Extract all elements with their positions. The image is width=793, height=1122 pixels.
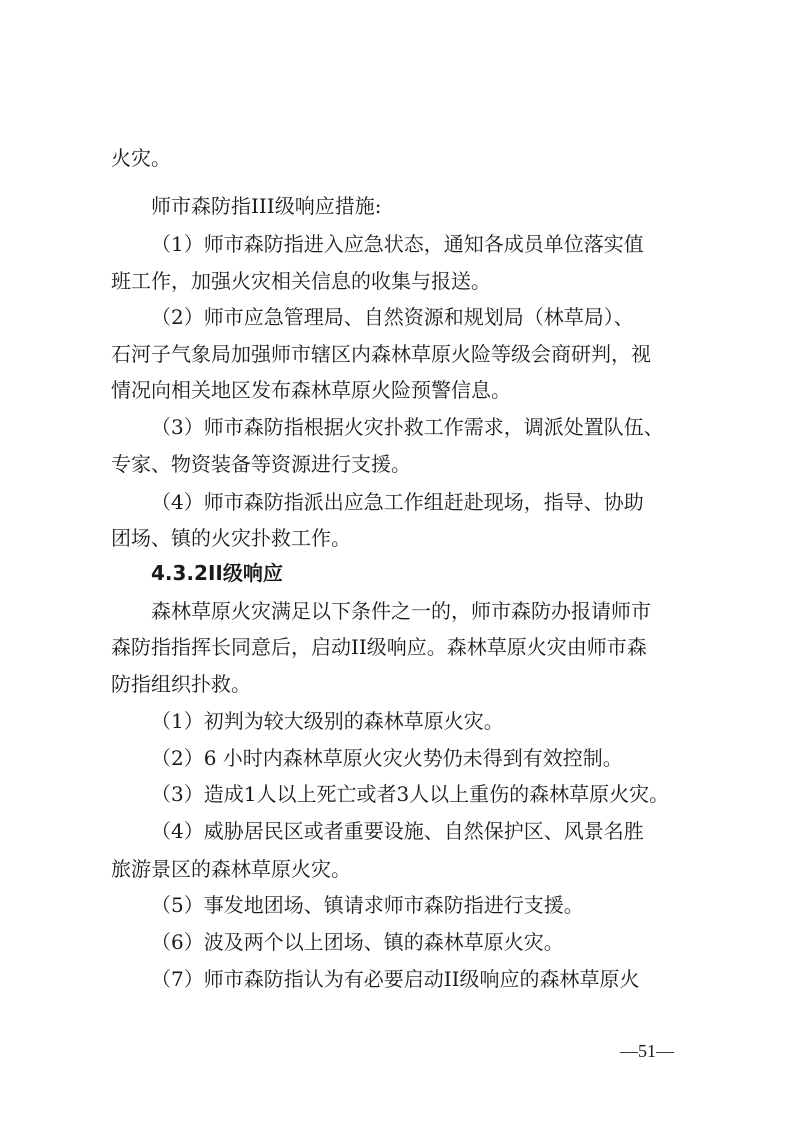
text-line: 专家、物资装备等资源进行支援。 <box>111 452 411 476</box>
text-line: 石河子气象局加强师市辖区内森林草原火险等级会商研判，视 <box>111 342 651 366</box>
page-number: —51— <box>620 1041 674 1061</box>
text-line: （7）师市森防指认为有必要启动II级响应的森林草原火 <box>151 967 640 991</box>
text-line: （4）师市森防指派出应急工作组赶赴现场，指导、协助 <box>151 490 644 514</box>
text-line: 森林草原火灾满足以下条件之一的，师市森防办报请师市 <box>151 599 651 623</box>
text-line: （2）6 小时内森林草原火灾火势仍未得到有效控制。 <box>151 746 623 770</box>
text-line: （3）造成1人以上死亡或者3人以上重伤的森林草原火灾。 <box>151 782 670 806</box>
text-line: 团场、镇的火灾扑救工作。 <box>111 526 351 550</box>
text-line: （5）事发地团场、镇请求师市森防指进行支援。 <box>151 893 584 917</box>
text-line: 师市森防指III级响应措施: <box>151 194 382 218</box>
text-line: （2）师市应急管理局、自然资源和规划局（林草局）、 <box>151 305 634 329</box>
text-line: 情况向相关地区发布森林草原火险预警信息。 <box>111 378 511 402</box>
text-line: （4）威胁居民区或者重要设施、自然保护区、风景名胜 <box>151 819 644 843</box>
text-line: （1）师市森防指进入应急状态，通知各成员单位落实值 <box>151 232 644 256</box>
text-line: （3）师市森防指根据火灾扑救工作需求，调派处置队伍、 <box>151 415 664 439</box>
text-line: 防指组织扑救。 <box>111 672 251 696</box>
text-line: （1）初判为较大级别的森林草原火灾。 <box>151 709 504 733</box>
text-line: （6）波及两个以上团场、镇的森林草原火灾。 <box>151 930 564 954</box>
text-line: 森防指指挥长同意后，启动II级响应。森林草原火灾由师市森 <box>111 635 647 659</box>
text-line: 旅游景区的森林草原火灾。 <box>111 857 351 881</box>
section-heading: 4.3.2II级响应 <box>151 561 283 585</box>
text-line: 班工作，加强火灾相关信息的收集与报送。 <box>111 269 491 293</box>
text-line: 火灾。 <box>111 146 171 170</box>
